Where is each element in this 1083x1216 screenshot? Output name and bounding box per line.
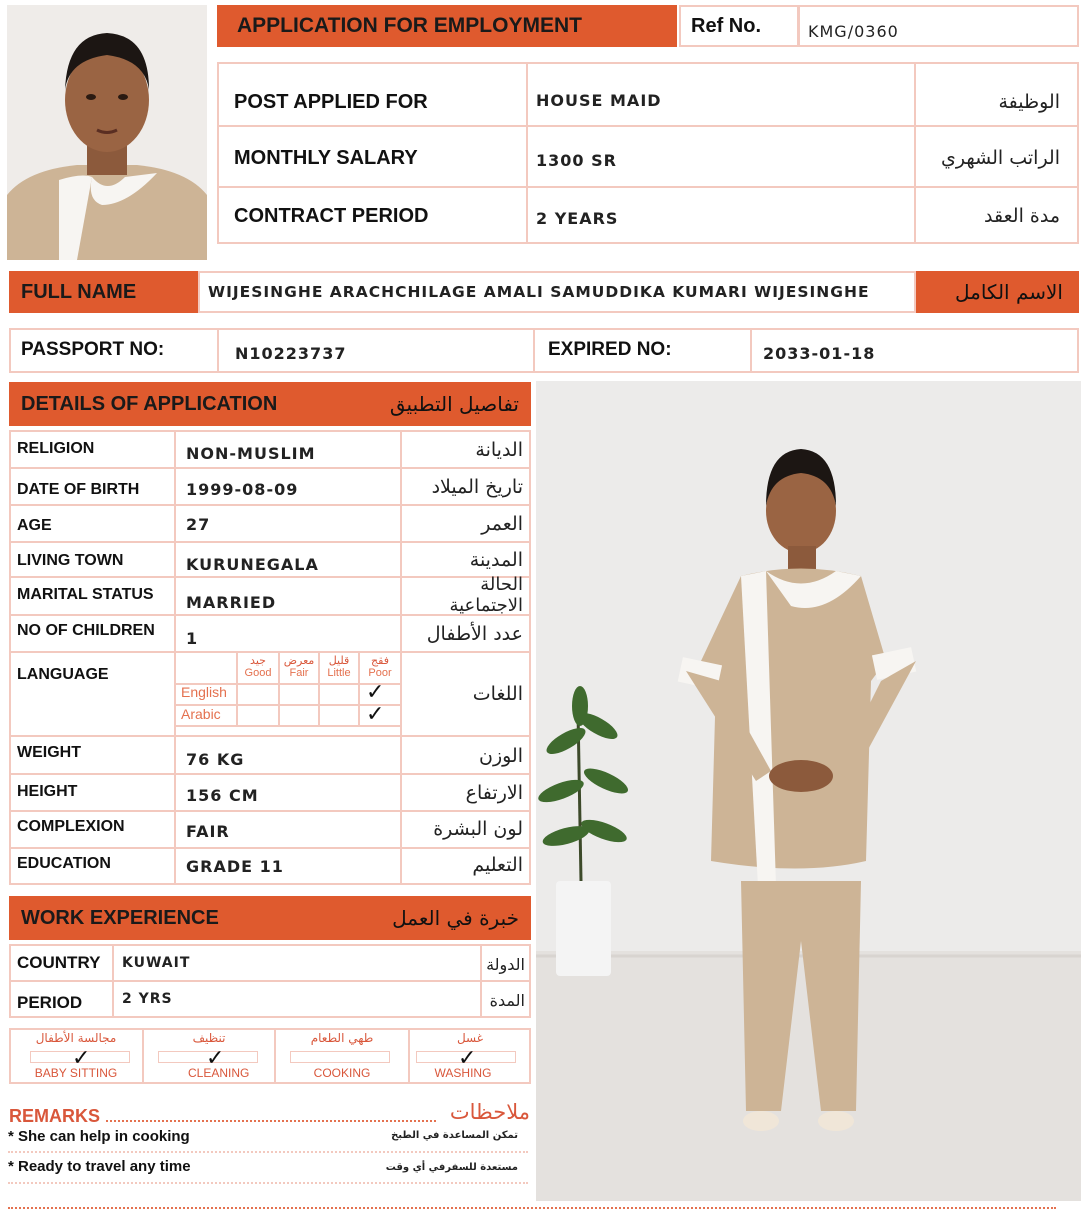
passport-value: N10223737 [235, 343, 347, 363]
full-name-value-cell [198, 271, 916, 313]
salary-ar: الراتب الشهري [941, 147, 1060, 169]
remark-2: * Ready to travel any time [8, 1158, 191, 1175]
post-ar: الوظيفة [998, 91, 1060, 113]
children-ar: عدد الأطفال [426, 623, 523, 645]
skill-cleaning-label: CLEANING [188, 1066, 250, 1080]
language-ar: اللغات [472, 683, 523, 705]
level-fair-ar: معرض [283, 655, 315, 667]
ref-label: Ref No. [691, 14, 761, 37]
remark-1-ar: تمكن المساعدة في الطبخ [391, 1130, 518, 1141]
skill-cleaning-check: ✓ [206, 1046, 225, 1071]
full-name-label-cell [9, 271, 199, 313]
height-label: HEIGHT [17, 783, 78, 800]
salary-label: MONTHLY SALARY [234, 146, 418, 169]
age-ar: العمر [481, 513, 523, 535]
form-title-banner [217, 5, 677, 47]
height-ar: الارتفاع [465, 782, 523, 804]
period-ar: المدة [489, 990, 525, 1010]
expiry-label: EXPIRED NO: [548, 339, 672, 360]
skill-washing-check: ✓ [458, 1046, 477, 1071]
work-banner [9, 896, 531, 940]
weight-value: 76 KG [186, 749, 245, 769]
town-label: LIVING TOWN [17, 552, 124, 569]
salary-value: 1300 SR [536, 150, 617, 170]
contract-value: 2 YEARS [536, 208, 619, 228]
passport-row [9, 328, 1079, 373]
ref-value-cell [798, 5, 1079, 47]
town-value: KURUNEGALA [186, 554, 319, 574]
religion-value: NON-MUSLIM [186, 443, 316, 463]
full-body-photo [536, 381, 1081, 1201]
weight-label: WEIGHT [17, 744, 81, 761]
dob-value: 1999-08-09 [186, 479, 299, 499]
country-label: COUNTRY [17, 953, 101, 972]
language-arabic: Arabic [181, 706, 221, 722]
ref-label-cell [679, 5, 799, 47]
details-title-ar: تفاصيل التطبيق [389, 392, 519, 416]
arabic-poor-check: ✓ [366, 702, 385, 727]
country-value: KUWAIT [122, 955, 191, 971]
children-value: 1 [186, 628, 199, 648]
skill-babysitting-check: ✓ [72, 1046, 91, 1071]
remark-2-ar: مستعدة للسفرفي أي وقت [385, 1162, 518, 1173]
post-label: POST APPLIED FOR [234, 90, 428, 113]
work-title: WORK EXPERIENCE [21, 906, 219, 929]
skill-cooking-label: COOKING [313, 1066, 371, 1080]
expiry-value: 2033-01-18 [763, 343, 876, 363]
passport-label: PASSPORT NO: [21, 339, 165, 360]
country-ar: الدولة [486, 954, 525, 974]
skill-babysitting-label: BABY SITTING [34, 1066, 118, 1080]
skill-babysitting-ar: مجالسة الأطفال [35, 1031, 117, 1045]
children-label: NO OF CHILDREN [17, 622, 155, 639]
skill-washing-ar: غسل [456, 1031, 484, 1045]
contract-label: CONTRACT PERIOD [234, 204, 429, 227]
details-title: DETAILS OF APPLICATION [21, 392, 278, 415]
post-value: HOUSE MAID [536, 90, 662, 110]
period-label: PERIOD [17, 993, 83, 1012]
contract-ar: مدة العقد [984, 205, 1060, 227]
complexion-value: FAIR [186, 821, 230, 841]
ref-value: KMG/0360 [808, 21, 899, 41]
portrait-photo [7, 5, 207, 260]
education-label: EDUCATION [17, 855, 111, 872]
age-label: AGE [17, 517, 52, 534]
level-good: Good [244, 667, 272, 679]
education-ar: التعليم [472, 854, 523, 876]
language-grid [176, 653, 400, 735]
full-name-ar-cell [916, 271, 1079, 313]
religion-ar: الديانة [475, 439, 523, 461]
religion-label: RELIGION [17, 440, 95, 457]
full-name-value: WIJESINGHE ARACHCHILAGE AMALI SAMUDDIKA KUMARI WIJESINGHE [208, 283, 870, 301]
marital-label: MARITAL STATUS [17, 586, 154, 603]
education-value: GRADE 11 [186, 856, 284, 876]
age-value: 27 [186, 514, 211, 534]
level-good-ar: جيد [250, 655, 266, 667]
complexion-label: COMPLEXION [17, 818, 125, 835]
complexion-ar: لون البشرة [433, 818, 523, 840]
level-little: Little [327, 667, 351, 679]
period-value: 2 YRS [122, 991, 173, 1007]
work-title-ar: خبرة في العمل [392, 906, 519, 930]
town-ar: المدينة [469, 549, 523, 571]
marital-value: MARRIED [186, 592, 277, 612]
full-name-label: FULL NAME [21, 280, 137, 303]
full-name-ar: الاسم الكامل [954, 280, 1063, 304]
skill-washing-label: WASHING [434, 1066, 492, 1080]
height-value: 156 CM [186, 785, 259, 805]
skill-cooking-ar: طهي الطعام [310, 1031, 374, 1045]
marital-ar: الحالة الاجتماعية [449, 574, 523, 616]
dob-label: DATE OF BIRTH [17, 481, 140, 498]
level-poor: Poor [368, 667, 392, 679]
skill-cleaning-ar: تنظيف [192, 1031, 226, 1045]
form-title: APPLICATION FOR EMPLOYMENT [237, 14, 582, 37]
language-english: English [181, 684, 227, 700]
remarks-ar: ملاحظات [449, 1100, 530, 1124]
level-little-ar: قليل [328, 655, 350, 667]
dob-ar: تاريخ الميلاد [431, 476, 523, 498]
level-poor-ar: فقج [371, 655, 389, 667]
details-banner [9, 382, 531, 426]
remark-1: * She can help in cooking [8, 1128, 190, 1145]
remarks-label: REMARKS [9, 1106, 101, 1126]
english-poor-check: ✓ [366, 680, 385, 705]
language-label: LANGUAGE [17, 666, 109, 683]
level-fair: Fair [289, 667, 309, 679]
weight-ar: الوزن [478, 745, 523, 767]
